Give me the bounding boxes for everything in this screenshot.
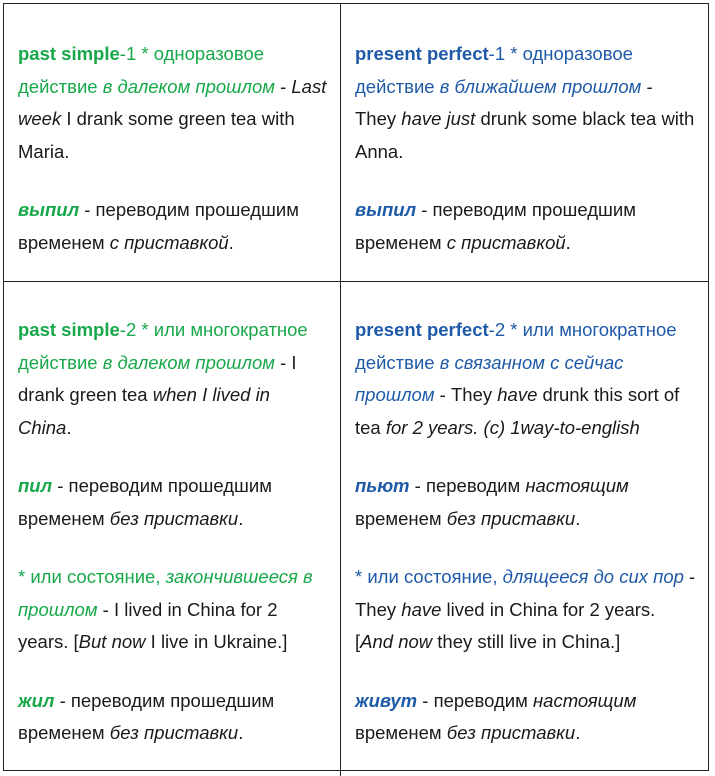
translation-text: - переводим прошедшим временем <box>18 475 272 529</box>
rule-paragraph <box>18 314 328 444</box>
translation-note: с приставкой <box>446 231 566 253</box>
translation-text: - переводим <box>409 475 526 496</box>
translation-word: жил <box>18 689 55 711</box>
period: . <box>575 507 581 529</box>
example-marker: have <box>401 598 442 620</box>
translation-word: выпил <box>355 199 417 220</box>
translation-paragraph <box>355 470 696 535</box>
usage-description: * одноразовое действие <box>355 43 633 97</box>
example-text: I lived in China for 2 years. [ <box>18 598 278 652</box>
example-text: I drank green tea <box>18 351 297 405</box>
example-text: I drank some green tea with Maria. <box>18 108 295 162</box>
state-time: закончившееся в прошлом <box>18 566 313 620</box>
example-text: drunk this sort of tea <box>355 384 680 438</box>
translation-text: - переводим <box>417 689 533 711</box>
translation-text: временем <box>355 507 447 529</box>
example-text: They <box>355 598 402 620</box>
translation-note: без приставки <box>109 507 239 529</box>
translation-word: пьют <box>355 475 410 496</box>
translation-paragraph <box>18 194 328 259</box>
period: . <box>228 231 234 253</box>
usage-description: * или многократное действие <box>355 319 677 373</box>
translation-text: - переводим прошедшим временем <box>18 689 275 743</box>
example-marker: Last week <box>18 75 327 129</box>
translation-text: - переводим прошедшим временем <box>18 199 299 253</box>
comparison-table <box>3 3 709 771</box>
separator: - <box>434 384 451 405</box>
cell-present-perfect-1 <box>341 4 708 282</box>
usage-time: в далеком прошлом <box>102 75 275 97</box>
example-text: drunk some black tea with Anna. <box>355 108 695 162</box>
tense-name: past simple <box>18 319 120 340</box>
translation-note: без приставки <box>446 722 576 743</box>
translation-note: без приставки <box>446 507 576 529</box>
separator: - <box>97 598 114 620</box>
usage-number: -2 <box>119 319 137 340</box>
example-marker: have <box>497 384 538 405</box>
period: . <box>575 722 581 743</box>
usage-description: * или многократное действие <box>18 319 308 373</box>
period: . <box>238 722 244 743</box>
translation-paragraph <box>18 470 328 535</box>
translation-paragraph <box>355 685 696 750</box>
state-description: * или состояние, <box>18 566 166 587</box>
translation-note: с приставкой <box>109 231 229 253</box>
example-marker: And now <box>360 631 433 652</box>
usage-description: * одноразовое действие <box>18 43 265 97</box>
tense-name: present perfect <box>355 319 489 340</box>
example-marker: have just <box>401 108 476 129</box>
example-marker: for 2 years. (c) 1way-to-english <box>385 416 640 438</box>
usage-time: в связанном с сейчас прошлом <box>355 351 624 405</box>
cell-past-simple-2 <box>4 282 341 776</box>
translation-word: живут <box>355 689 418 711</box>
translation-word: выпил <box>18 199 80 220</box>
period: . <box>66 416 72 438</box>
usage-number: -1 <box>119 43 137 64</box>
translation-note: настоящим <box>532 689 637 711</box>
example-text: they still live in China.] <box>432 631 621 652</box>
rule-paragraph <box>355 314 696 444</box>
rule-paragraph <box>355 38 696 168</box>
separator: - <box>274 75 292 97</box>
example-text: They <box>450 384 498 405</box>
state-description: * или состояние, <box>355 566 503 587</box>
translation-text: - переводим прошедшим временем <box>355 199 636 253</box>
separator: - <box>683 566 696 587</box>
translation-note: без приставки <box>109 722 239 743</box>
example-text: They <box>355 108 402 129</box>
separator: - <box>641 75 653 97</box>
period: . <box>238 507 244 529</box>
example-text: I live in Ukraine.] <box>145 631 288 652</box>
translation-word: пил <box>18 475 53 496</box>
tense-name: present perfect <box>355 43 489 64</box>
rule-paragraph <box>18 38 328 168</box>
cell-past-simple-1 <box>4 4 341 282</box>
state-paragraph <box>18 561 328 659</box>
separator: - <box>274 351 292 373</box>
tense-name: past simple <box>18 43 120 64</box>
example-text: lived in China for 2 years. [ <box>355 598 656 652</box>
translation-text: временем <box>355 722 447 743</box>
translation-note: настоящим <box>525 475 629 496</box>
period: . <box>565 231 571 253</box>
usage-number: -2 <box>488 319 506 340</box>
example-marker: when I lived in China <box>18 384 270 438</box>
state-time: длящееся до сих пор <box>502 566 684 587</box>
example-marker: But now <box>78 631 146 652</box>
cell-present-perfect-2 <box>341 282 708 776</box>
state-paragraph <box>355 561 696 659</box>
usage-number: -1 <box>488 43 506 64</box>
usage-time: в далеком прошлом <box>102 351 275 373</box>
usage-time: в ближайшем прошлом <box>439 75 642 97</box>
translation-paragraph <box>18 685 328 750</box>
translation-paragraph <box>355 194 696 259</box>
